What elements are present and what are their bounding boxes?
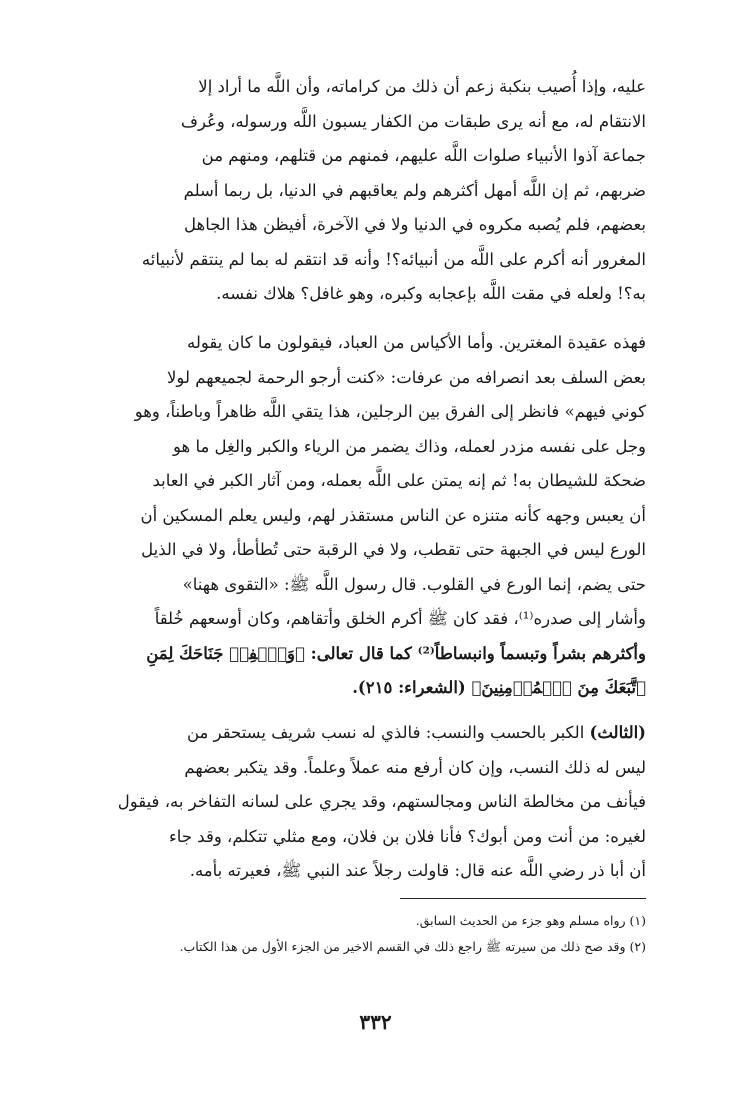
footnote-2: (٢) وقد صح ذلك من سيرته ﷺ راجع ذلك في القسم الاخير من الجزء الأول من هذا الكتاب. [179,939,646,954]
text-line: أن يعبس وجهه كأنه متنزه عن الناس مستقذر لهم، وليس يعلم المسكين أن [140,505,646,525]
text-line: عليه، وإذا أُصيب بنكبة زعم أن ذلك من كراماته، وأن اللَّه ما أراد إلا [198,77,646,96]
paragraph-2 [112,326,646,706]
text-line: بعضهم، فلم يُصبه مكروه في الدنيا ولا في الآخرة، أفيظن هذا الجاهل [184,215,646,234]
text-line-quran: ٱتَّبَعَكَ مِنَ ٱلۡمُؤۡمِنِينَ﴾ (الشعراء: ٢١٥). [352,678,646,697]
text-line: ليس له ذلك النسب، وإن كان أرفع منه عملاً وعلماً. وقد يتكبر بعضهم [184,757,646,777]
text-line: فيأنف من مخالطة الناس ومجالستهم، وقد يجري على لسانه التفاخر به، فيقول [117,792,646,811]
paragraph-1 [112,70,646,312]
text-line: لغيره: من أنت ومن أبوك؟ فأنا فلان بن فلان، ومع مثلي تتكلم، وقد جاء [169,826,646,846]
text-line: الورع ليس في الجبهة حتى تقطب، ولا في الرقبة حتى تُطأطأ، ولا في الذيل [141,540,646,559]
text-line [112,716,646,751]
text-line: ضربهم، ثم إن اللَّه أمهل أكثرهم ولم يعاقبهم في الدنيا، بل ربما أسلم [183,180,646,200]
text-line: جماعة آذوا الأنبياء صلوات اللَّه عليهم، فمنهم من قتلهم، ومنهم من [201,146,646,165]
text-line-quran: وأكثرهم بشراً وتبسماً وانبساطاً⁽²⁾ كما قال تعالى: ﴿وَٱخۡفِضۡ جَنَاحَكَ لِمَنِ [146,643,646,663]
text-line: وجل على نفسه مزدر لعمله، وذاك يضمر من الرياء والكبر والغِل ما هو [172,436,646,456]
text-line: فهذه عقيدة المغترين. وأما الأكياس من العباد، فيقولون ما كان يقوله [187,333,646,352]
text-line: أن أبا ذر رضي اللَّه عنه قال: قاولت رجلاً عند النبي ﷺ، فعيرته بأمه. [189,861,646,880]
section-heading: (الثالث) [589,723,646,742]
footnotes [112,908,646,960]
text-line-rest: الكبر بالحسب والنسب: فالذي له نسب شريف يستحقر من [186,723,590,742]
page-number: ٣٣٢ [359,1010,392,1034]
footnote-1: (١) رواه مسلم وهو جزء من الحديث السابق. [415,913,646,928]
text-line: حتى يضم، إنما الورع في القلوب. قال رسول اللَّه ﷺ: «التقوى ههنا» [182,574,646,594]
paragraph-3 [112,716,646,889]
footnote-divider [400,898,646,899]
text-line: ضحكة للشيطان به! ثم إنه يمتن على اللَّه بعمله، ومن آثار الكبر في العابد [152,471,646,490]
text-line: الانتقام له، مع أنه يرى طبقات من الكفار يسبون اللَّه ورسوله، وعُرف [180,111,646,131]
text-line: المغرور أنه أكرم على اللَّه من أنبيائه؟! وأنه قد انتقم له بما لم ينتقم لأنبيائه [141,249,646,269]
text-line: كوني فيهم» فانظر إلى الفرق بين الرجلين، هذا يتقي اللَّه ظاهراً وباطناً، وهو [134,402,646,421]
text-line: به؟! ولعله في مقت اللَّه بإعجابه وكبره، وهو غافل؟ هلاك نفسه. [216,284,646,303]
text-line: وأشار إلى صدره⁽¹⁾، فقد كان ﷺ أكرم الخلق وأتقاهم، وكان أوسعهم خُلقاً [154,609,646,628]
text-line: بعض السلف بعد انصرافه من عرفات: «كنت أرجو الرحمة لجميعهم لولا [167,367,646,387]
